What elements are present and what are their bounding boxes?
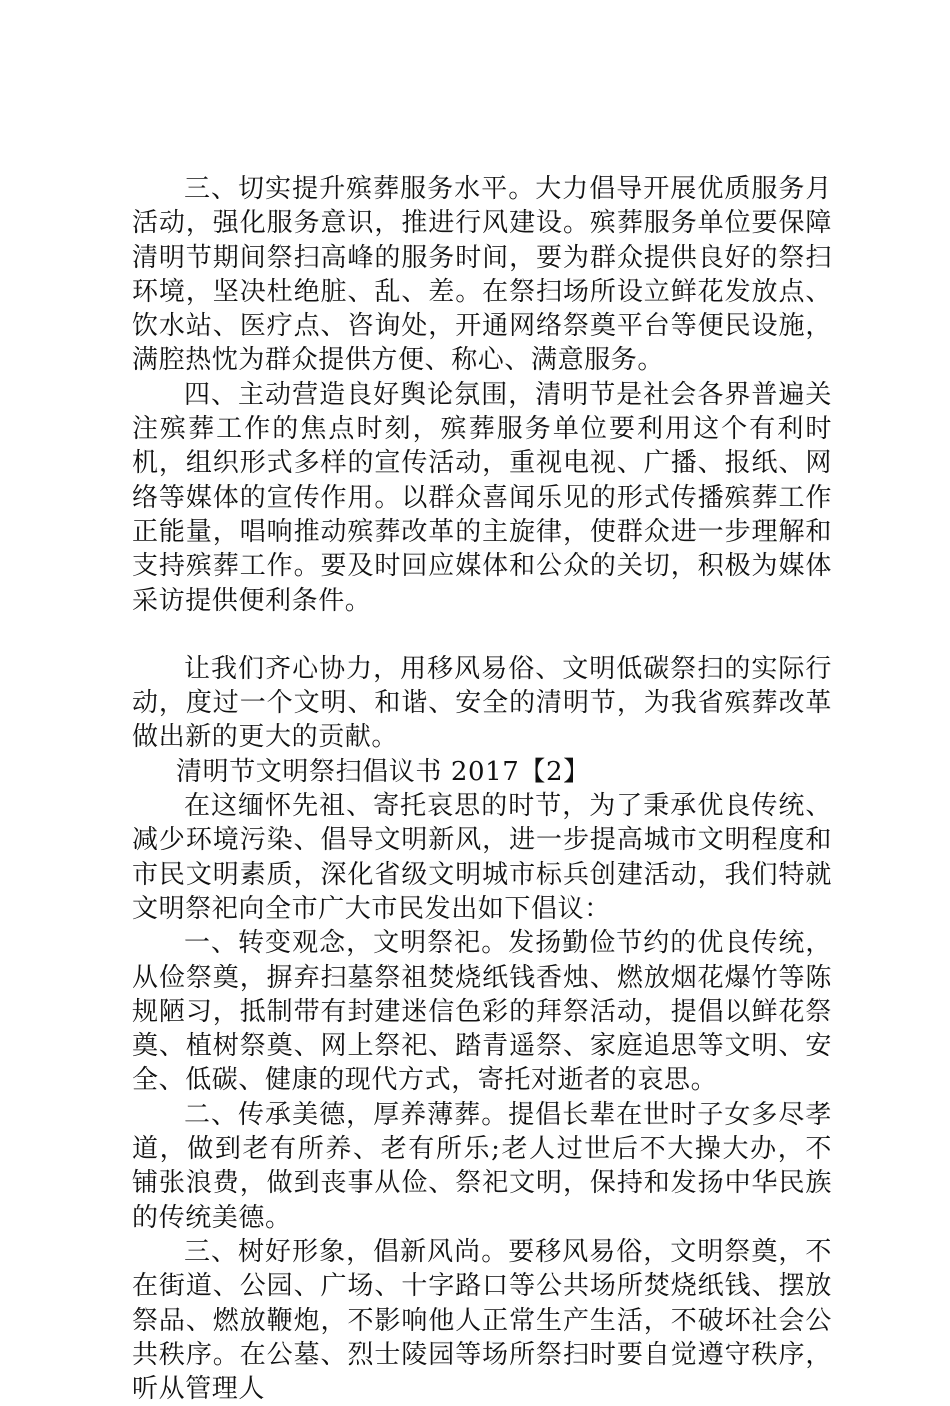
paragraph-closing: 让我们齐心协力，用移风易俗、文明低碳祭扫的实际行动，度过一个文明、和谐、安全的清明节，为我省殡葬改革做出新的更大的贡献。 [132,653,832,753]
section-title: 清明节文明祭扫倡议书 2017【2】 [176,756,590,787]
paragraph-new-customs: 三、树好形象，倡新风尚。要移风易俗，文明祭奠，不在街道、公园、广场、十字路口等公共场所焚烧纸钱、摆放祭品、燃放鞭炮，不影响他人正常生产生活，不破坏社会公共秩序。在公墓、烈士陵园等场所祭扫时要自觉遵守秩序，听从管理人 [132,1236,832,1405]
paragraph-service-level: 三、切实提升殡葬服务水平。大力倡导开展优质服务月活动，强化服务意识，推进行风建设。殡葬服务单位要保障清明节期间祭扫高峰的服务时间，要为群众提供良好的祭扫环境，坚决杜绝脏、乱、差。在祭扫场所设立鲜花发放点、饮水站、医疗点、咨询处，开通网络祭奠平台等便民设施，满腔热忱为群众提供方便、称心、满意服务。 [132,174,832,376]
paragraph-public-opinion: 四、主动营造良好舆论氛围，清明节是社会各界普遍关注殡葬工作的焦点时刻，殡葬服务单位要利用这个有利时机，组织形式多样的宣传活动，重视电视、广播、报纸、网络等媒体的宣传作用。以群众喜闻乐见的形式传播殡葬工作正能量，唱响推动殡葬改革的主旋律，使群众进一步理解和支持殡葬工作。要及时回应媒体和公众的关切，积极为媒体采访提供便利条件。 [132,379,832,616]
paragraph-intro: 在这缅怀先祖、寄托哀思的时节，为了秉承优良传统、减少环境污染、倡导文明新风，进一步提高城市文明程度和市民文明素质，深化省级文明城市标兵创建活动，我们特就文明祭祀向全市广大市民发出如下倡议： [132,791,832,924]
paragraph-change-concepts: 一、转变观念，文明祭祀。发扬勤俭节约的优良传统，从俭祭奠，摒弃扫墓祭祖焚烧纸钱香烛、燃放烟花爆竹等陈规陋习，抵制带有封建迷信色彩的拜祭活动，提倡以鲜花祭奠、植树祭奠、网上祭祀、踏青遥祭、家庭追思等文明、安全、低碳、健康的现代方式，寄托对逝者的哀思。 [132,928,832,1096]
document-body [132,172,832,1406]
paragraph-inherit-virtues: 二、传承美德，厚养薄葬。提倡长辈在世时子女多尽孝道，做到老有所养、老有所乐;老人过世后不大操大办，不铺张浪费，做到丧事从俭、祭祀文明，保持和发扬中华民族的传统美德。 [132,1099,832,1233]
paragraph-spacer [132,618,832,652]
